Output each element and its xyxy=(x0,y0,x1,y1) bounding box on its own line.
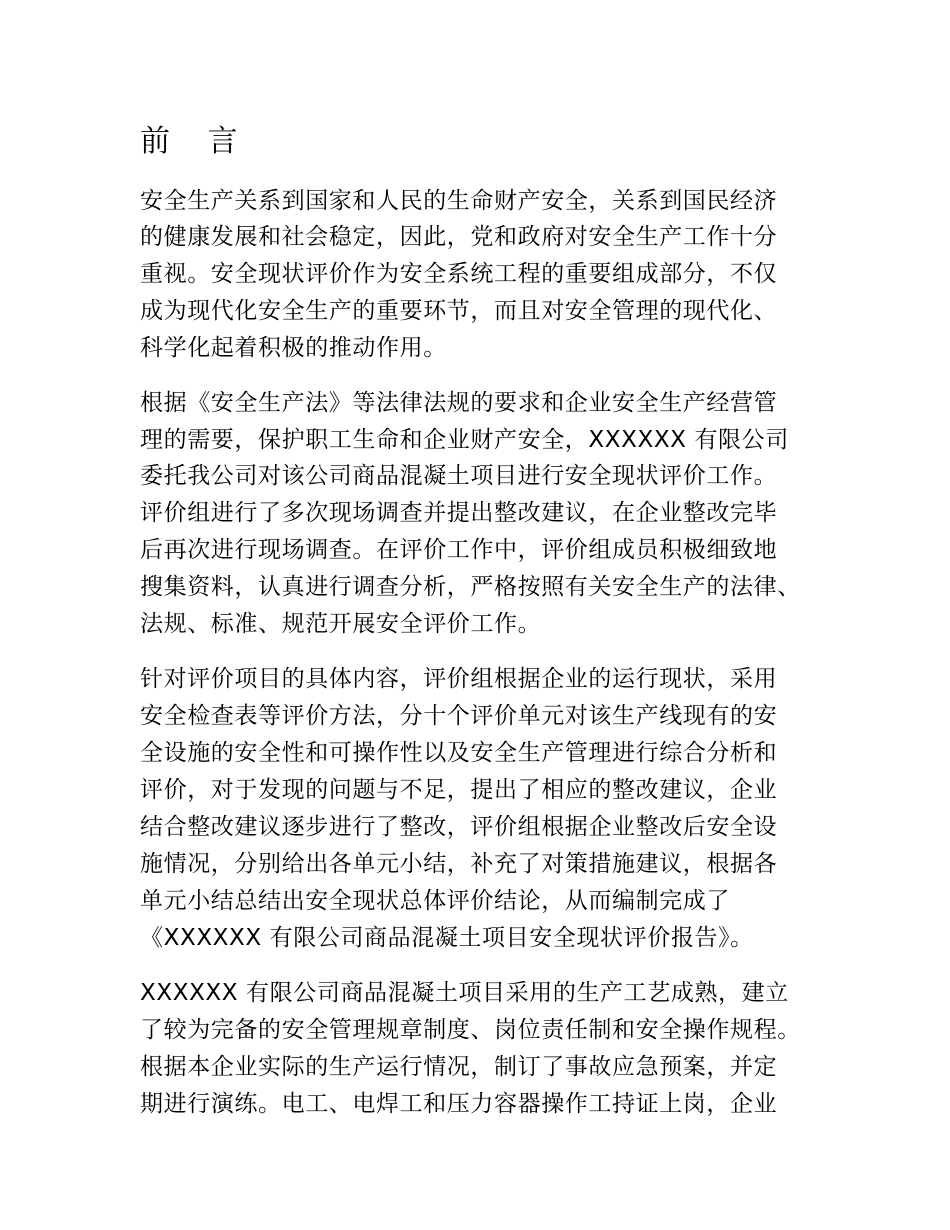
paragraph-4-line-3: 根据本企业实际的生产运行情况，制订了事故应急预案，并定 xyxy=(140,1054,778,1080)
paragraph-3-line-5: 结合整改建议逐步进行了整改，评价组根据企业整改后安全设 xyxy=(140,814,778,840)
paragraph-4-line-2: 了较为完备的安全管理规章制度、岗位责任制和安全操作规程。 xyxy=(140,1017,801,1043)
paragraph-2-line-2: 理的需要，保护职工生命和企业财产安全，XXXXXX 有限公司 xyxy=(140,427,789,453)
paragraph-2-line-6: 搜集资料，认真进行调查分析，严格按照有关安全生产的法律、 xyxy=(140,574,801,600)
paragraph-3-line-2: 安全检查表等评价方法，分十个评价单元对该生产线现有的安 xyxy=(140,703,778,729)
paragraph-1-line-3: 重视。安全现状评价作为安全系统工程的重要组成部分，不仅 xyxy=(140,261,778,287)
paragraph-3-line-7: 单元小结总结出安全现状总体评价结论，从而编制完成了 xyxy=(140,888,730,914)
paragraph-4-line-4: 期进行演练。电工、电焊工和压力容器操作工持证上岗，企业 xyxy=(140,1091,778,1117)
paragraph-1-line-4: 成为现代化安全生产的重要环节，而且对安全管理的现代化、 xyxy=(140,298,778,324)
paragraph-1-line-5: 科学化起着积极的推动作用。 xyxy=(140,335,447,361)
paragraph-3-line-6: 施情况，分别给出各单元小结，补充了对策措施建议，根据各 xyxy=(140,851,778,877)
paragraph-2-line-1: 根据《安全生产法》等法律法规的要求和企业安全生产经营管 xyxy=(140,390,778,416)
paragraph-3-line-8: 《XXXXXX 有限公司商品混凝土项目安全现状评价报告》。 xyxy=(140,925,754,951)
paragraph-2-line-4: 评价组进行了多次现场调查并提出整改建议，在企业整改完毕 xyxy=(140,500,778,526)
page-title: 前 言 xyxy=(140,124,252,159)
paragraph-2-line-7: 法规、标准、规范开展安全评价工作。 xyxy=(140,611,542,637)
paragraph-3-line-3: 全设施的安全性和可操作性以及安全生产管理进行综合分析和 xyxy=(140,740,778,766)
paragraph-2-line-3: 委托我公司对该公司商品混凝土项目进行安全现状评价工作。 xyxy=(140,463,778,489)
paragraph-1-line-2: 的健康发展和社会稳定，因此，党和政府对安全生产工作十分 xyxy=(140,224,778,250)
paragraph-3-line-1: 针对评价项目的具体内容，评价组根据企业的运行现状，采用 xyxy=(140,666,778,692)
paragraph-2-line-5: 后再次进行现场调查。在评价工作中，评价组成员积极细致地 xyxy=(140,537,778,563)
paragraph-1-line-1: 安全生产关系到国家和人民的生命财产安全，关系到国民经济 xyxy=(140,188,778,214)
paragraph-3-line-4: 评价，对于发现的问题与不足，提出了相应的整改建议，企业 xyxy=(140,777,778,803)
paragraph-4-line-1: XXXXXX 有限公司商品混凝土项目采用的生产工艺成熟，建立 xyxy=(140,980,789,1006)
